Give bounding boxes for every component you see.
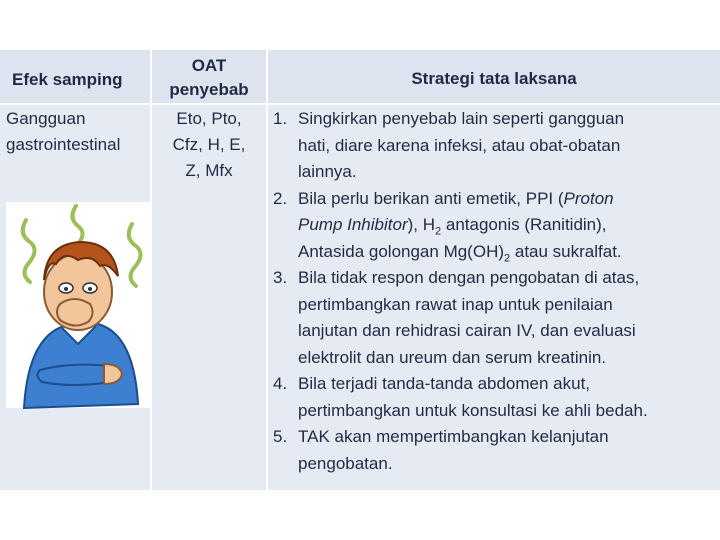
strategy-list [268, 106, 720, 477]
cell-oat-penyebab [152, 105, 266, 490]
effect-line2: gastrointestinal [6, 135, 121, 154]
strategy-item-5: 5. TAK akan mempertimbangkan kelanjutan pengobatan. [273, 427, 609, 473]
drugs-line2: Cfz, H, E, [172, 135, 246, 154]
header-col2-line1: OAT [191, 56, 227, 75]
header-oat-penyebab [152, 50, 266, 105]
strategy-item-3: 3. Bila tidak respon dengan pengobatan di atas, pertimbangkan rawat inap untuk penilaian lanjutan dan rehidrasi cairan IV, dan evaluasi elektrolit dan ureum dan serum kreatinin. [273, 268, 640, 367]
drugs-line3: Z, Mfx [185, 161, 233, 180]
strategy-item-2: 2. Bila perlu berikan anti emetik, PPI (Proton Pump Inhibitor), $H_2$ antagonis (Ranitidin), Antasida golongan $Mg(OH)_2$ atau sukralfat. [273, 188, 622, 264]
header-col3-label: Strategi tata laksana [411, 69, 577, 88]
effect-line1: Gangguan [6, 109, 86, 128]
nauseous-man-illustration [4, 200, 154, 410]
cell-strategi [268, 105, 720, 490]
header-col2-line2: penyebab [169, 80, 249, 99]
header-efek-samping [0, 50, 150, 105]
drugs-line1: Eto, Pto, [176, 109, 242, 128]
header-col1-label: Efek samping [12, 70, 123, 89]
header-strategi [268, 50, 720, 105]
column-divider [266, 50, 268, 490]
strategy-item-1: 1. Singkirkan penyebab lain seperti gangguan hati, diare karena infeksi, atau obat-obatan lainnya. [273, 109, 625, 181]
arm [37, 365, 114, 385]
side-effects-table [0, 50, 720, 490]
hand-over-mouth [57, 299, 93, 326]
strategy-item-4: 4. Bila terjadi tanda-tanda abdomen akut, pertimbangkan untuk konsultasi ke ahli bedah. [273, 374, 648, 420]
